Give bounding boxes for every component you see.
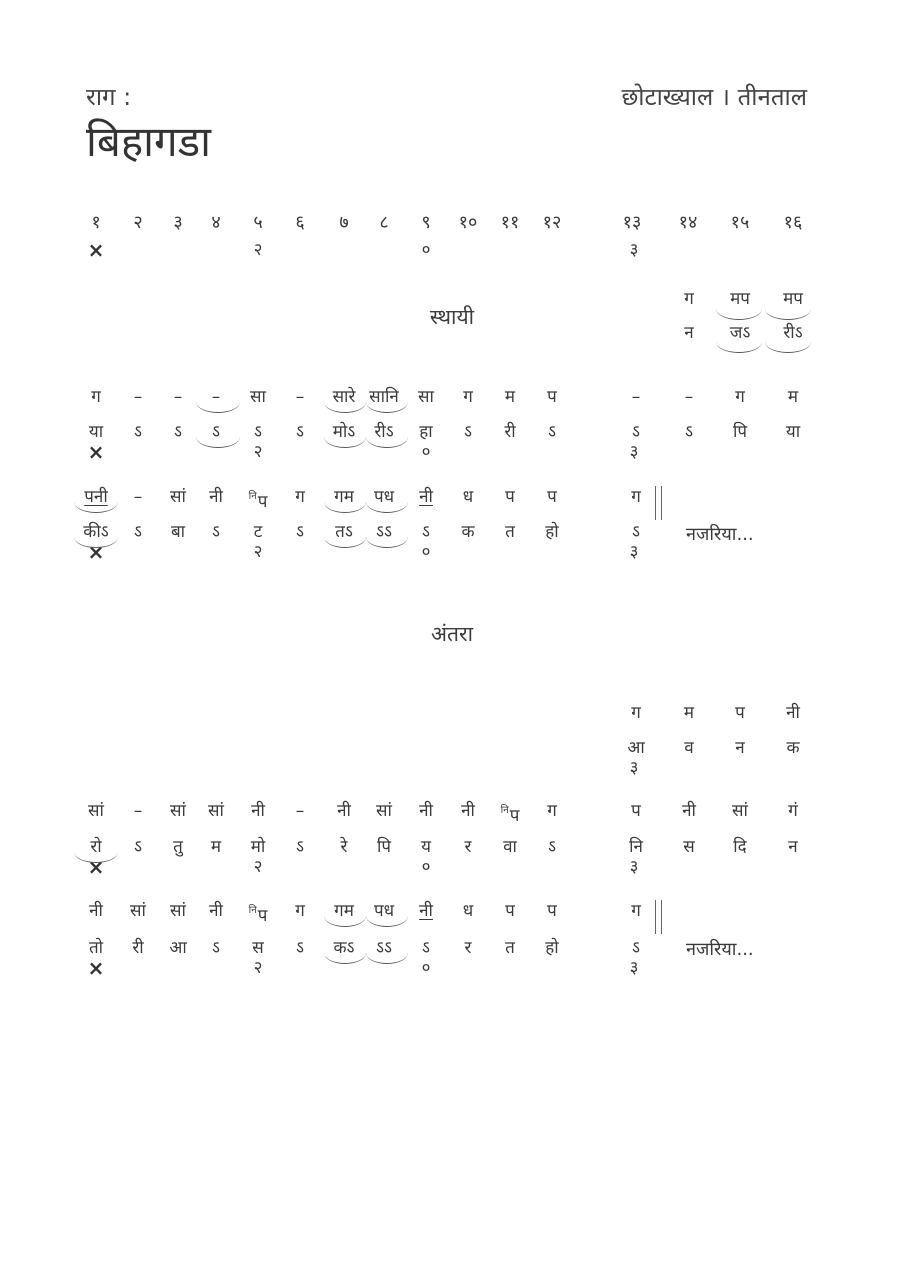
note-cell: सां: [88, 801, 104, 821]
note-cell: –: [133, 387, 143, 407]
beat-tala-marks: [0, 240, 905, 266]
beat-number: २: [133, 212, 143, 233]
antara-line2-tala-marks: [0, 958, 905, 984]
grace-note: नि: [248, 905, 257, 916]
note-cell: ऽ: [422, 522, 430, 542]
note-cell: ग: [295, 487, 305, 507]
note-cell: ट: [253, 522, 263, 542]
note-cell: ग: [295, 901, 305, 921]
note-cell: ऽ: [296, 837, 304, 857]
antara-line1-tala-marks: [0, 857, 905, 883]
note-cell: ऽ: [212, 938, 220, 958]
note-cell: ऽ: [212, 522, 220, 542]
note-cell: वा: [503, 837, 517, 857]
beat-number: ४: [211, 212, 221, 233]
note-cell: नी: [251, 801, 265, 821]
antara-line1-swaras: [0, 800, 905, 826]
note-cell: रे: [340, 837, 348, 857]
beat-number: ८: [379, 212, 389, 233]
note-cell: जऽ: [729, 323, 751, 343]
note-cell: व: [684, 738, 694, 758]
sthayi-line2-tala-marks: [0, 542, 905, 568]
note-cell: रीऽ: [783, 323, 803, 343]
tali-khali-mark: ३: [629, 758, 639, 778]
note-cell: रो: [90, 837, 102, 857]
note-cell: आ: [169, 938, 187, 958]
note-cell: सानि: [369, 387, 399, 407]
note-cell: पि: [732, 422, 748, 442]
note-cell: दि: [733, 837, 747, 857]
note-cell: ऽ: [296, 422, 304, 442]
tali-khali-mark: ३: [629, 958, 639, 978]
sam-mark: ×: [87, 238, 105, 262]
note-cell: ग: [631, 901, 641, 921]
note-cell: ऽ: [134, 837, 142, 857]
note-cell: नी: [209, 487, 223, 507]
beat-number: १३: [622, 212, 642, 233]
tali-khali-mark: ०: [421, 958, 431, 978]
note-cell: गम: [334, 901, 354, 921]
note-cell: ग: [684, 289, 694, 309]
note-cell: नि: [629, 837, 643, 857]
note-cell: ऽ: [174, 422, 182, 442]
form-tala-heading: छोटाख्याल । तीनताल: [621, 83, 807, 111]
note-cell: सां: [170, 801, 186, 821]
note-cell: नी: [337, 801, 351, 821]
note-cell: ऽ: [296, 522, 304, 542]
note-cell: नी: [682, 801, 696, 821]
note-cell: त: [505, 938, 515, 958]
beat-number: ११: [500, 212, 520, 233]
note-cell: र: [464, 837, 472, 857]
note-cell: नी: [89, 901, 103, 921]
beat-number-row: [0, 212, 905, 238]
note-cell: प: [547, 387, 557, 407]
beat-number: १०: [458, 212, 478, 233]
note-cell: मप: [730, 289, 750, 309]
note-cell: तु: [173, 837, 183, 857]
note-cell: आ: [627, 738, 645, 758]
note-cell: –: [684, 387, 694, 407]
note-cell: प: [505, 901, 515, 921]
note-cell: ऽऽ: [376, 522, 392, 542]
note-cell: –: [631, 387, 641, 407]
note-cell: न: [788, 837, 798, 857]
note-cell: ऽ: [296, 938, 304, 958]
beat-number: ३: [173, 212, 183, 233]
tali-khali-mark: २: [253, 542, 263, 562]
tali-khali-mark: ०: [421, 442, 431, 462]
tali-khali-mark: ३: [629, 240, 639, 260]
beat-number: ७: [339, 212, 349, 233]
beat-number: १६: [783, 212, 803, 233]
meend-arc: [765, 342, 811, 353]
note-cell: –: [133, 801, 143, 821]
note-cell: –: [173, 387, 183, 407]
beat-number: १४: [678, 212, 698, 233]
note-cell: ऽ: [632, 938, 640, 958]
raag-name: बिहागडा: [86, 117, 212, 166]
note-cell: नी: [419, 487, 433, 507]
antara-line2-swaras: [0, 900, 905, 926]
note-cell: नी: [419, 801, 433, 821]
grace-note: नि: [248, 491, 257, 502]
antara-title: अंतरा: [430, 622, 474, 646]
note-cell: ऽ: [685, 422, 693, 442]
antara-refrain: नजरिया...: [686, 939, 754, 960]
note-cell: म: [683, 703, 695, 723]
note-cell: प: [547, 901, 557, 921]
note-cell: र: [464, 938, 472, 958]
meend-arc: [716, 342, 762, 353]
tali-khali-mark: ३: [629, 442, 639, 462]
beat-number: ९: [421, 212, 431, 233]
note-cell: ध: [462, 487, 474, 507]
sthayi-double-bar: [655, 486, 662, 520]
note-cell: ग: [631, 487, 641, 507]
antara-pickup-swaras: [0, 702, 905, 728]
note-cell: कीऽ: [83, 522, 109, 542]
note-cell: य: [421, 837, 431, 857]
note-cell: न: [684, 323, 694, 343]
note-cell: पनी: [84, 487, 108, 507]
note-cell: बा: [170, 522, 186, 542]
tali-khali-mark: ०: [421, 857, 431, 877]
note-cell: मोऽ: [332, 422, 356, 442]
note-cell: ऽ: [548, 422, 556, 442]
note-cell: री: [504, 422, 516, 442]
note-cell: सा: [250, 387, 266, 407]
meend-arc: [716, 309, 762, 320]
note-cell: न: [735, 738, 745, 758]
beat-number: ६: [295, 212, 305, 233]
tali-khali-mark: ०: [421, 542, 431, 562]
note-cell: त: [505, 522, 515, 542]
note-cell: ऽ: [632, 422, 640, 442]
tali-khali-mark: ३: [629, 542, 639, 562]
note-cell: मप: [783, 289, 803, 309]
note-cell: रीऽ: [374, 422, 394, 442]
note-cell: प: [735, 703, 745, 723]
note-cell: ऽ: [254, 422, 262, 442]
note-cell: सां: [130, 901, 146, 921]
note-cell: या: [88, 422, 104, 442]
note-cell: मो: [250, 837, 266, 857]
note-cell: ऽ: [548, 837, 556, 857]
beat-number: १२: [542, 212, 562, 233]
note-cell: पि: [376, 837, 392, 857]
note-cell: गं: [788, 801, 798, 821]
tali-khali-mark: २: [253, 857, 263, 877]
sam-mark: ×: [87, 540, 105, 564]
note-cell: $^{नि}$प: [248, 491, 268, 512]
note-cell: प: [505, 487, 515, 507]
sam-mark: ×: [87, 855, 105, 879]
sthayi-line1-swaras: [0, 386, 905, 412]
note-cell: तऽ: [335, 522, 353, 542]
sthayi-line2-swaras: [0, 486, 905, 512]
note-cell: –: [211, 387, 221, 407]
beat-number: १५: [730, 212, 750, 233]
note-cell: पध: [373, 901, 395, 921]
note-cell: नी: [461, 801, 475, 821]
note-cell: स: [252, 938, 264, 958]
tali-khali-mark: २: [253, 240, 263, 260]
note-cell: प: [547, 487, 557, 507]
note-cell: स: [683, 837, 695, 857]
note-cell: ग: [463, 387, 473, 407]
note-cell: नी: [786, 703, 800, 723]
note-cell: सारे: [332, 387, 356, 407]
note-cell: $^{नि}$प: [500, 805, 520, 826]
note-cell: हो: [545, 938, 559, 958]
note-cell: गम: [334, 487, 354, 507]
note-cell: क: [461, 522, 475, 542]
tali-khali-mark: ३: [629, 857, 639, 877]
note-cell: ऽ: [212, 422, 220, 442]
beat-number: ५: [253, 212, 263, 233]
note-cell: $^{नि}$प: [248, 905, 268, 926]
note-cell: म: [787, 387, 799, 407]
antara-double-bar: [655, 900, 662, 934]
note-cell: या: [785, 422, 801, 442]
note-cell: हो: [545, 522, 559, 542]
note-cell: तो: [88, 938, 104, 958]
tali-khali-mark: २: [253, 442, 263, 462]
note-cell: सां: [376, 801, 392, 821]
note-cell: नी: [209, 901, 223, 921]
note-cell: ऽ: [422, 938, 430, 958]
note-cell: ऽ: [632, 522, 640, 542]
sthayi-line1-tala-marks: [0, 442, 905, 468]
antara-pickup-tala-marks: [0, 758, 905, 784]
note-cell: ग: [631, 703, 641, 723]
note-cell: पध: [373, 487, 395, 507]
sthayi-title: स्थायी: [429, 305, 475, 329]
note-cell: सां: [732, 801, 748, 821]
note-cell: प: [631, 801, 641, 821]
note-cell: ग: [735, 387, 745, 407]
note-cell: सा: [418, 387, 434, 407]
raag-label: राग :: [86, 83, 132, 111]
note-cell: –: [295, 801, 305, 821]
meend-arc: [765, 309, 811, 320]
tali-khali-mark: २: [253, 958, 263, 978]
note-cell: हा: [419, 422, 433, 442]
note-cell: सां: [208, 801, 224, 821]
grace-note: नि: [500, 805, 509, 816]
note-cell: सां: [170, 487, 186, 507]
note-cell: म: [504, 387, 516, 407]
note-cell: ग: [547, 801, 557, 821]
beat-number: १: [91, 212, 101, 233]
note-cell: कऽ: [333, 938, 355, 958]
sam-mark: ×: [87, 956, 105, 980]
sthayi-refrain: नजरिया...: [686, 524, 754, 545]
note-cell: क: [786, 738, 800, 758]
note-cell: ऽ: [464, 422, 472, 442]
note-cell: ऽ: [134, 522, 142, 542]
note-cell: –: [295, 387, 305, 407]
note-cell: ग: [91, 387, 101, 407]
note-cell: –: [133, 487, 143, 507]
note-cell: ध: [462, 901, 474, 921]
sam-mark: ×: [87, 440, 105, 464]
note-cell: री: [132, 938, 144, 958]
note-cell: नी: [419, 901, 433, 921]
tali-khali-mark: ०: [421, 240, 431, 260]
note-cell: सां: [170, 901, 186, 921]
note-cell: ऽऽ: [376, 938, 392, 958]
note-cell: म: [210, 837, 222, 857]
note-cell: ऽ: [134, 422, 142, 442]
